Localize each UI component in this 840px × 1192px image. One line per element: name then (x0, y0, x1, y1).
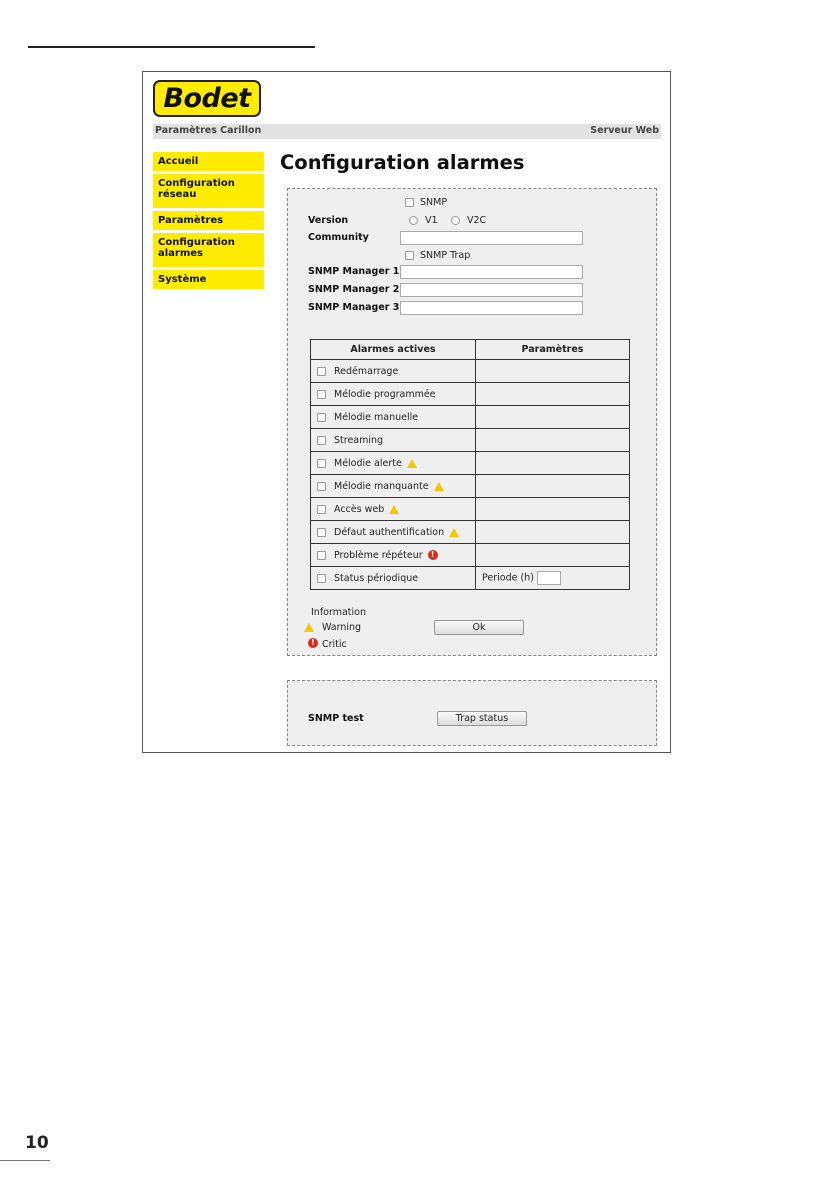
snmp-config-panel (287, 188, 657, 656)
table-row (311, 544, 630, 567)
community-label: Community (308, 232, 369, 243)
snmp-trap-label: SNMP Trap (420, 250, 471, 261)
column-header-alarmes-actives: Alarmes actives (311, 340, 476, 360)
v1-radio[interactable] (409, 216, 418, 225)
table-row (311, 383, 630, 406)
sidebar-nav (153, 152, 264, 292)
param-cell (476, 544, 630, 567)
nav-item-configuration-alarmes[interactable]: Configuration alarmes (153, 233, 264, 267)
alarm-label: Mélodie manquante (334, 480, 429, 492)
version-label: Version (308, 215, 349, 226)
alarm-label: Mélodie manuelle (334, 411, 419, 423)
alarm-label: Accès web (334, 503, 385, 515)
snmp-test-label: SNMP test (308, 713, 364, 724)
legend-warning-label: Warning (322, 622, 362, 633)
param-cell (476, 429, 630, 452)
snmp-manager-1-label: SNMP Manager 1 (308, 266, 400, 277)
alarm-checkbox[interactable] (317, 482, 326, 491)
alarm-checkbox[interactable] (317, 413, 326, 422)
table-row (311, 567, 630, 590)
critical-icon: ! (308, 638, 318, 648)
param-cell (476, 521, 630, 544)
period-input[interactable] (537, 571, 561, 585)
param-cell (476, 360, 630, 383)
column-header-parametres: Paramètres (476, 340, 630, 360)
table-header-row (311, 340, 630, 360)
header-rule (28, 46, 315, 48)
snmp-manager-3-label: SNMP Manager 3 (308, 302, 400, 313)
nav-item-configuration-reseau[interactable]: Configuration réseau (153, 174, 264, 208)
alarm-label: Streaming (334, 434, 384, 446)
alarm-label: Redémarrage (334, 365, 399, 377)
alarm-checkbox[interactable] (317, 528, 326, 537)
bodet-logo (153, 80, 261, 117)
param-cell (476, 406, 630, 429)
footer-rule (0, 1160, 50, 1161)
nav-item-systeme[interactable]: Système (153, 270, 264, 289)
v1-label: V1 (425, 215, 438, 226)
snmp-manager-2-label: SNMP Manager 2 (308, 284, 400, 295)
alarm-label: Problème répéteur (334, 549, 423, 561)
alarm-label: Mélodie programmée (334, 388, 436, 400)
warning-icon (449, 528, 459, 537)
snmp-trap-checkbox[interactable] (405, 251, 414, 260)
table-row (311, 406, 630, 429)
param-cell (476, 567, 630, 590)
warning-icon (407, 459, 417, 468)
table-row (311, 429, 630, 452)
alarm-label: Status périodique (334, 572, 419, 584)
table-row (311, 475, 630, 498)
title-bar-right: Serveur Web (590, 125, 659, 136)
nav-item-parametres[interactable]: Paramètres (153, 211, 264, 230)
page-number: 10 (25, 1133, 49, 1153)
alarm-checkbox[interactable] (317, 551, 326, 560)
logo-text: Bodet (163, 83, 251, 114)
alarm-label: Défaut authentification (334, 526, 445, 538)
ok-button[interactable]: Ok (434, 620, 524, 635)
warning-icon (434, 482, 444, 491)
alarm-checkbox[interactable] (317, 505, 326, 514)
param-cell (476, 452, 630, 475)
param-cell (476, 475, 630, 498)
title-bar-left: Paramètres Carillon (155, 125, 262, 136)
table-row (311, 452, 630, 475)
critical-icon: ! (428, 550, 438, 560)
legend-critic-label: Critic (322, 639, 347, 650)
param-cell (476, 498, 630, 521)
v2c-label: V2C (467, 215, 487, 226)
param-cell (476, 383, 630, 406)
warning-icon (304, 623, 314, 632)
period-label: Periode (h) (482, 572, 534, 584)
page-title: Configuration alarmes (280, 151, 525, 174)
snmp-manager-3-input[interactable] (400, 301, 583, 315)
alarm-checkbox[interactable] (317, 459, 326, 468)
nav-item-accueil[interactable]: Accueil (153, 152, 264, 171)
snmp-manager-2-input[interactable] (400, 283, 583, 297)
title-bar (153, 124, 661, 139)
browser-screenshot (142, 71, 671, 753)
snmp-manager-1-input[interactable] (400, 265, 583, 279)
alarm-checkbox[interactable] (317, 574, 326, 583)
table-row (311, 521, 630, 544)
table-row (311, 498, 630, 521)
warning-icon (389, 505, 399, 514)
alarm-checkbox[interactable] (317, 390, 326, 399)
v2c-radio[interactable] (451, 216, 460, 225)
alarms-table (310, 339, 630, 590)
alarm-label: Mélodie alerte (334, 457, 402, 469)
alarm-checkbox[interactable] (317, 367, 326, 376)
alarm-checkbox[interactable] (317, 436, 326, 445)
snmp-test-panel (287, 680, 657, 746)
trap-status-button[interactable]: Trap status (437, 711, 527, 726)
community-input[interactable] (400, 231, 583, 245)
legend-title: Information (311, 607, 366, 618)
snmp-checkbox[interactable] (405, 198, 414, 207)
table-row (311, 360, 630, 383)
snmp-label: SNMP (420, 197, 448, 208)
